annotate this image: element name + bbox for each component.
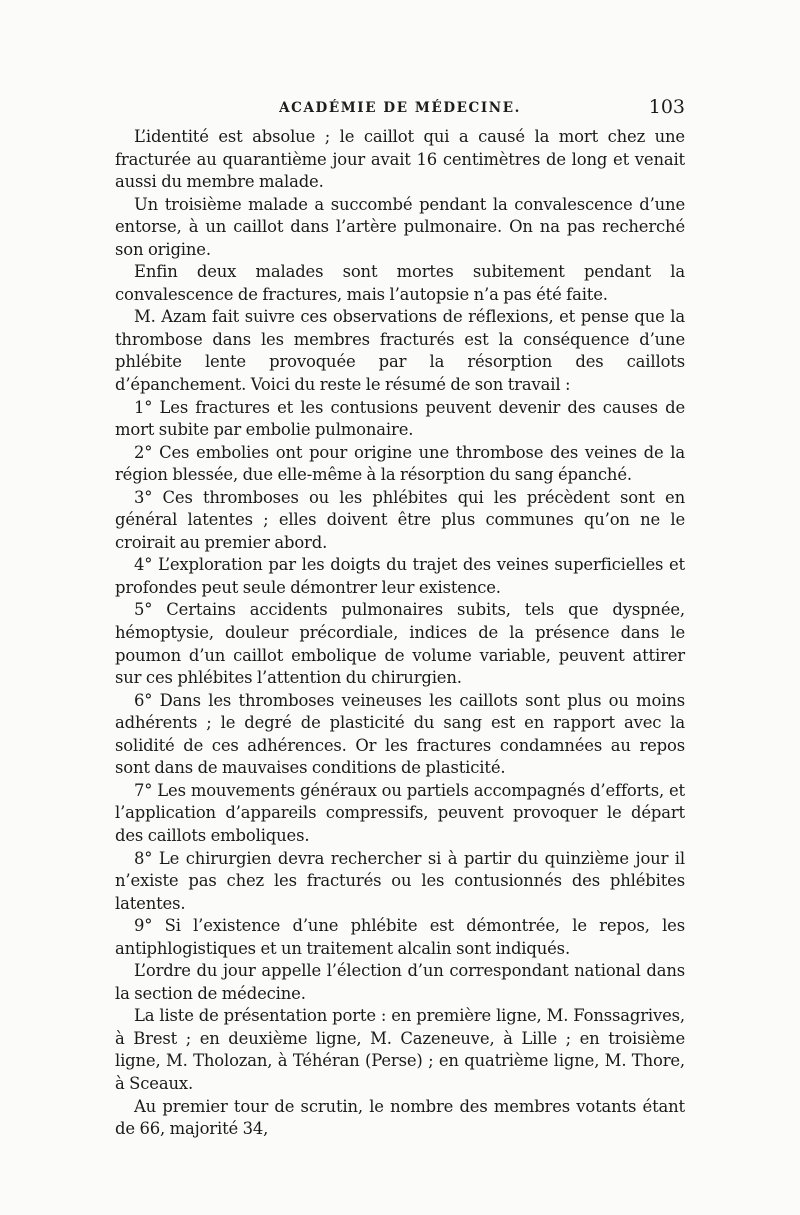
list-item: 1° Les fractures et les contusions peuvent devenir des causes de mort subite par embolie pulmonaire. <box>115 397 685 440</box>
paragraph: Au premier tour de scrutin, le nombre des membres votants étant de 66, majorité 34, <box>115 1096 685 1139</box>
paragraph: Enfin deux malades sont mortes subitement pendant la convalescence de fractures, mais l’autopsie n’a pas été faite. <box>115 262 685 304</box>
page-header <box>115 96 685 120</box>
list-item: 5° Certains accidents pulmonaires subits, tels que dyspnée, hémoptysie, douleur précordiale, indices de la présence dans le poumon d’un caillot embolique de volume variable, peuvent attirer sur ces phlébites l’attention du chirurgien. <box>115 600 685 688</box>
list-item: 4° L’exploration par les doigts du trajet des veines superficielles et profondes peut seule démontrer leur existence. <box>115 555 685 597</box>
page-number: 103 <box>648 96 685 118</box>
paragraph: M. Azam fait suivre ces observations de réflexions, et pense que la thrombose dans les membres fracturés est la conséquence d’une phlébite lente provoquée par la résorption des caillots d’épanchement. Voici du reste le résumé de son travail : <box>115 307 685 395</box>
list-item: 8° Le chirurgien devra rechercher si à partir du quinzième jour il n’existe pas chez les fracturés ou les contusionnés des phlébites latentes. <box>115 848 685 913</box>
body-text <box>115 126 685 1141</box>
paragraph: La liste de présentation porte : en première ligne, M. Fonssagrives, à Brest ; en deuxième ligne, M. Cazeneuve, à Lille ; en troisième ligne, M. Tholozan, à Téhéran (Perse) ; en quatrième ligne, M. Thore, à Sceaux. <box>115 1006 685 1093</box>
paragraph: Un troisième malade a succombé pendant la convalescence d’une entorse, à un caillot dans l’artère pulmonaire. On na pas recherché son origine. <box>115 194 685 259</box>
list-item: 7° Les mouvements généraux ou partiels accompagnés d’efforts, et l’application d’appareils compressifs, peuvent provoquer le départ des caillots emboliques. <box>115 780 685 845</box>
list-item: 2° Ces embolies ont pour origine une thrombose des veines de la région blessée, due elle-même à la résorption du sang épanché. <box>115 442 685 485</box>
paragraph: L’ordre du jour appelle l’élection d’un correspondant national dans la section de médecine. <box>115 961 685 1003</box>
running-title: ACADÉMIE DE MÉDECINE. <box>279 100 521 116</box>
list-item: 9° Si l’existence d’une phlébite est démontrée, le repos, les antiphlogistiques et un traitement alcalin sont indiqués. <box>115 916 685 958</box>
list-item: 6° Dans les thromboses veineuses les caillots sont plus ou moins adhérents ; le degré de plasticité du sang est en rapport avec la solidité de ces adhérences. Or les fractures condamnées au repos sont dans de mauvaises conditions de plasticité. <box>115 690 685 778</box>
paragraph: L’identité est absolue ; le caillot qui a causé la mort chez une fracturée au quarantième jour avait 16 centimètres de long et venait aussi du membre malade. <box>115 127 685 192</box>
list-item: 3° Ces thromboses ou les phlébites qui les précèdent sont en général latentes ; elles doivent être plus communes qu’on ne le croirait au premier abord. <box>115 487 685 552</box>
